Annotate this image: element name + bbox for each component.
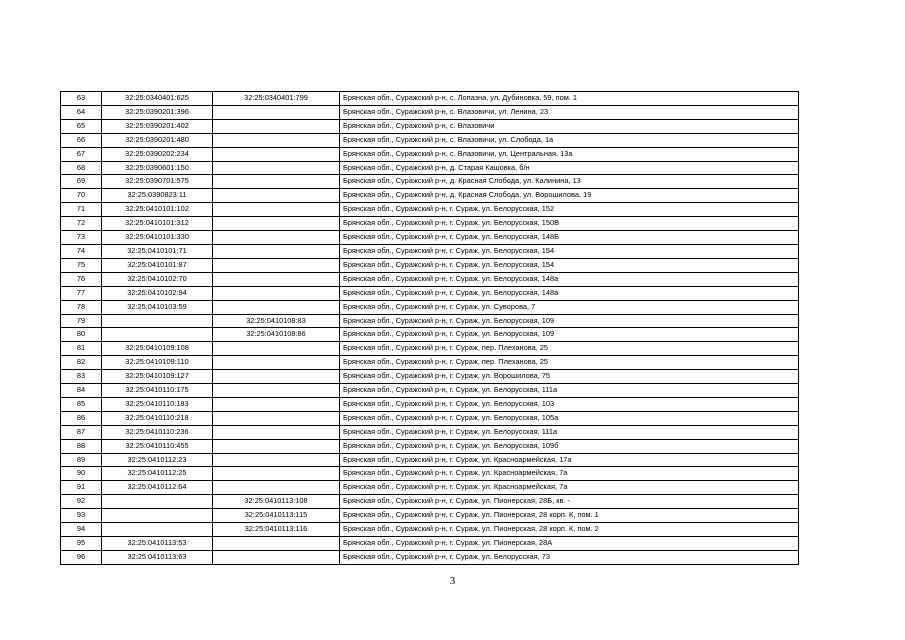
address-cell: Брянская обл., Суражский р-н, г. Сураж, ул. Белорусская, 150В (340, 217, 799, 231)
row-number-cell: 65 (61, 119, 102, 133)
address-cell: Брянская обл., Суражский р-н, г. Сураж, ул. Белорусская, 148а (340, 272, 799, 286)
row-number-cell: 86 (61, 411, 102, 425)
cadastral-number-cell: 32:25:0410110:175 (102, 384, 213, 398)
table-row (61, 189, 799, 203)
related-cadastral-number-cell: 32:25:0410108:86 (213, 328, 340, 342)
table-body (61, 92, 799, 565)
table-row (61, 453, 799, 467)
page-number: 3 (449, 575, 456, 587)
address-cell: Брянская обл., Суражский р-н, д. Красная Слобода, ул. Ворошилова, 19 (340, 189, 799, 203)
table-row (61, 217, 799, 231)
related-cadastral-number-cell: 32:25:0410108:83 (213, 314, 340, 328)
cadastral-number-cell (102, 523, 213, 537)
related-cadastral-number-cell (213, 244, 340, 258)
table-row (61, 105, 799, 119)
table-row (61, 495, 799, 509)
table-row (61, 161, 799, 175)
address-cell: Брянская обл., Суражский р-н, г. Сураж, ул. Белорусская, 152 (340, 203, 799, 217)
address-cell: Брянская обл., Суражский р-н, г. Сураж, ул. Белорусская, 154 (340, 244, 799, 258)
row-number-cell: 82 (61, 356, 102, 370)
address-cell: Брянская обл., Суражский р-н, г. Сураж, ул. Суворова, 7 (340, 300, 799, 314)
table-row (61, 258, 799, 272)
property-table (60, 91, 799, 565)
table-row (61, 244, 799, 258)
table-row (61, 328, 799, 342)
related-cadastral-number-cell (213, 231, 340, 245)
address-cell: Брянская обл., Суражский р-н, г. Сураж, ул. Белорусская, 109 (340, 314, 799, 328)
row-number-cell: 74 (61, 244, 102, 258)
row-number-cell: 70 (61, 189, 102, 203)
cadastral-number-cell: 32:25:0410110:183 (102, 397, 213, 411)
table-row (61, 133, 799, 147)
related-cadastral-number-cell (213, 286, 340, 300)
related-cadastral-number-cell (213, 425, 340, 439)
row-number-cell: 92 (61, 495, 102, 509)
address-cell: Брянская обл., Суражский р-н, с. Влазовичи, ул. Центральная, 13а (340, 147, 799, 161)
cadastral-number-cell (102, 328, 213, 342)
row-number-cell: 95 (61, 537, 102, 551)
table-row (61, 92, 799, 106)
table-row (61, 397, 799, 411)
address-cell: Брянская обл., Суражский р-н, г. Сураж, ул. Белорусская, 73 (340, 550, 799, 564)
cadastral-number-cell: 32:25:0410112:64 (102, 481, 213, 495)
address-cell: Брянская обл., Суражский р-н, г. Сураж, ул. Белорусская, 105а (340, 411, 799, 425)
row-number-cell: 94 (61, 523, 102, 537)
row-number-cell: 85 (61, 397, 102, 411)
row-number-cell: 67 (61, 147, 102, 161)
cadastral-number-cell: 32:25:0390823:11 (102, 189, 213, 203)
row-number-cell: 77 (61, 286, 102, 300)
table-row (61, 439, 799, 453)
related-cadastral-number-cell (213, 272, 340, 286)
row-number-cell: 80 (61, 328, 102, 342)
related-cadastral-number-cell (213, 161, 340, 175)
related-cadastral-number-cell (213, 147, 340, 161)
related-cadastral-number-cell (213, 189, 340, 203)
table-row (61, 342, 799, 356)
address-cell: Брянская обл., Суражский р-н, с. Лопазна, ул. Дубиновка, 59, пом. 1 (340, 92, 799, 106)
cadastral-number-cell: 32:25:0390201:396 (102, 105, 213, 119)
row-number-cell: 84 (61, 384, 102, 398)
address-cell: Брянская обл., Суражский р-н, г. Сураж, ул. Белорусская, 148Б (340, 231, 799, 245)
related-cadastral-number-cell (213, 550, 340, 564)
cadastral-number-cell: 32:25:0390701:575 (102, 175, 213, 189)
cadastral-number-cell (102, 314, 213, 328)
related-cadastral-number-cell (213, 453, 340, 467)
row-number-cell: 64 (61, 105, 102, 119)
cadastral-number-cell: 32:25:0410101:87 (102, 258, 213, 272)
address-cell: Брянская обл., Суражский р-н, г. Сураж, ул. Белорусская, 103 (340, 397, 799, 411)
related-cadastral-number-cell (213, 439, 340, 453)
row-number-cell: 68 (61, 161, 102, 175)
cadastral-number-cell (102, 495, 213, 509)
cadastral-number-cell: 32:25:0340401:625 (102, 92, 213, 106)
related-cadastral-number-cell (213, 411, 340, 425)
address-cell: Брянская обл., Суражский р-н, г. Сураж, ул. Белорусская, 148а (340, 286, 799, 300)
address-cell: Брянская обл., Суражский р-н, г. Сураж, ул. Красноармейская, 7а (340, 481, 799, 495)
related-cadastral-number-cell: 32:25:0410113:115 (213, 509, 340, 523)
table-row (61, 370, 799, 384)
cadastral-number-cell: 32:25:0410101:71 (102, 244, 213, 258)
address-cell: Брянская обл., Суражский р-н, д. Красная Слобода, ул. Калинина, 13 (340, 175, 799, 189)
cadastral-number-cell: 32:25:0410101:312 (102, 217, 213, 231)
row-number-cell: 81 (61, 342, 102, 356)
table-row (61, 425, 799, 439)
table-row (61, 384, 799, 398)
related-cadastral-number-cell (213, 217, 340, 231)
table-row (61, 300, 799, 314)
table-row (61, 203, 799, 217)
row-number-cell: 79 (61, 314, 102, 328)
row-number-cell: 73 (61, 231, 102, 245)
cadastral-number-cell: 32:25:0410113:53 (102, 537, 213, 551)
related-cadastral-number-cell (213, 342, 340, 356)
row-number-cell: 87 (61, 425, 102, 439)
table-row (61, 523, 799, 537)
address-cell: Брянская обл., Суражский р-н, г. Сураж, ул. Красноармейская, 17а (340, 453, 799, 467)
table-row (61, 537, 799, 551)
table-row (61, 509, 799, 523)
cadastral-number-cell: 32:25:0410109:127 (102, 370, 213, 384)
address-cell: Брянская обл., Суражский р-н, г. Сураж, ул. Белорусская, 109б (340, 439, 799, 453)
related-cadastral-number-cell (213, 356, 340, 370)
address-cell: Брянская обл., Суражский р-н, г. Сураж, ул. Ворошилова, 75 (340, 370, 799, 384)
address-cell: Брянская обл., Суражский р-н, г. Сураж, пер. Плеханова, 25 (340, 342, 799, 356)
cadastral-number-cell: 32:25:0410112:23 (102, 453, 213, 467)
table-row (61, 175, 799, 189)
table-row (61, 411, 799, 425)
row-number-cell: 63 (61, 92, 102, 106)
cadastral-number-cell: 32:25:0410102:70 (102, 272, 213, 286)
cadastral-number-cell: 32:25:0410109:108 (102, 342, 213, 356)
address-cell: Брянская обл., Суражский р-н, с. Влазовичи (340, 119, 799, 133)
related-cadastral-number-cell: 32:25:0410113:108 (213, 495, 340, 509)
row-number-cell: 96 (61, 550, 102, 564)
table-row (61, 550, 799, 564)
table-row (61, 286, 799, 300)
cadastral-number-cell: 32:25:0390601:150 (102, 161, 213, 175)
related-cadastral-number-cell (213, 105, 340, 119)
related-cadastral-number-cell (213, 133, 340, 147)
address-cell: Брянская обл., Суражский р-н, г. Сураж, ул. Пионерская, 28А (340, 537, 799, 551)
related-cadastral-number-cell (213, 300, 340, 314)
row-number-cell: 71 (61, 203, 102, 217)
address-cell: Брянская обл., Суражский р-н, г. Сураж, ул. Красноармейская, 7а (340, 467, 799, 481)
table-row (61, 147, 799, 161)
row-number-cell: 89 (61, 453, 102, 467)
related-cadastral-number-cell (213, 384, 340, 398)
cadastral-number-cell: 32:25:0410110:455 (102, 439, 213, 453)
related-cadastral-number-cell (213, 175, 340, 189)
cadastral-number-cell: 32:25:0410102:94 (102, 286, 213, 300)
row-number-cell: 78 (61, 300, 102, 314)
cadastral-number-cell: 32:25:0410109:110 (102, 356, 213, 370)
related-cadastral-number-cell (213, 467, 340, 481)
related-cadastral-number-cell (213, 397, 340, 411)
address-cell: Брянская обл., Суражский р-н, г. Сураж, пер. Плеханова, 25 (340, 356, 799, 370)
table-row (61, 119, 799, 133)
address-cell: Брянская обл., Суражский р-н, с. Влазовичи, ул. Слобода, 1а (340, 133, 799, 147)
related-cadastral-number-cell (213, 370, 340, 384)
cadastral-number-cell (102, 509, 213, 523)
address-cell: Брянская обл., Суражский р-н, г. Сураж, ул. Белорусская, 111а (340, 384, 799, 398)
address-cell: Брянская обл., Суражский р-н, г. Сураж, ул. Пионерская, 28 корп. К, пом. 2 (340, 523, 799, 537)
cadastral-number-cell: 32:25:0410101:330 (102, 231, 213, 245)
address-cell: Брянская обл., Суражский р-н, г. Сураж, ул. Белорусская, 154 (340, 258, 799, 272)
table-row (61, 356, 799, 370)
cadastral-number-cell: 32:25:0390201:480 (102, 133, 213, 147)
cadastral-number-cell: 32:25:0410103:59 (102, 300, 213, 314)
cadastral-number-cell: 32:25:0390201:402 (102, 119, 213, 133)
address-cell: Брянская обл., Суражский р-н, д. Старая Кашовка, б/н (340, 161, 799, 175)
row-number-cell: 83 (61, 370, 102, 384)
row-number-cell: 72 (61, 217, 102, 231)
row-number-cell: 76 (61, 272, 102, 286)
row-number-cell: 66 (61, 133, 102, 147)
related-cadastral-number-cell (213, 537, 340, 551)
table-row (61, 467, 799, 481)
address-cell: Брянская обл., Суражский р-н, г. Сураж, ул. Пионерская, 28 корп. К, пом. 1 (340, 509, 799, 523)
cadastral-number-cell: 32:25:0410110:218 (102, 411, 213, 425)
cadastral-number-cell: 32:25:0410101:102 (102, 203, 213, 217)
row-number-cell: 93 (61, 509, 102, 523)
related-cadastral-number-cell (213, 119, 340, 133)
related-cadastral-number-cell (213, 481, 340, 495)
related-cadastral-number-cell: 32:25:0340401:799 (213, 92, 340, 106)
address-cell: Брянская обл., Суражский р-н, с. Влазовичи, ул. Ленина, 23 (340, 105, 799, 119)
table-row (61, 481, 799, 495)
row-number-cell: 75 (61, 258, 102, 272)
row-number-cell: 90 (61, 467, 102, 481)
related-cadastral-number-cell (213, 258, 340, 272)
address-cell: Брянская обл., Суражский р-н, г. Сураж, ул. Белорусская, 109 (340, 328, 799, 342)
table-row (61, 231, 799, 245)
row-number-cell: 69 (61, 175, 102, 189)
row-number-cell: 88 (61, 439, 102, 453)
address-cell: Брянская обл., Суражский р-н, г. Сураж, ул. Белорусская, 111а (340, 425, 799, 439)
related-cadastral-number-cell (213, 203, 340, 217)
table-row (61, 314, 799, 328)
cadastral-number-cell: 32:25:0390202:234 (102, 147, 213, 161)
cadastral-number-cell: 32:25:0410113:63 (102, 550, 213, 564)
row-number-cell: 91 (61, 481, 102, 495)
cadastral-number-cell: 32:25:0410110:236 (102, 425, 213, 439)
address-cell: Брянская обл., Суражский р-н, г. Сураж, ул. Пионерская, 28Б, кв. - (340, 495, 799, 509)
related-cadastral-number-cell: 32:25:0410113:116 (213, 523, 340, 537)
cadastral-number-cell: 32:25:0410112:25 (102, 467, 213, 481)
table-row (61, 272, 799, 286)
